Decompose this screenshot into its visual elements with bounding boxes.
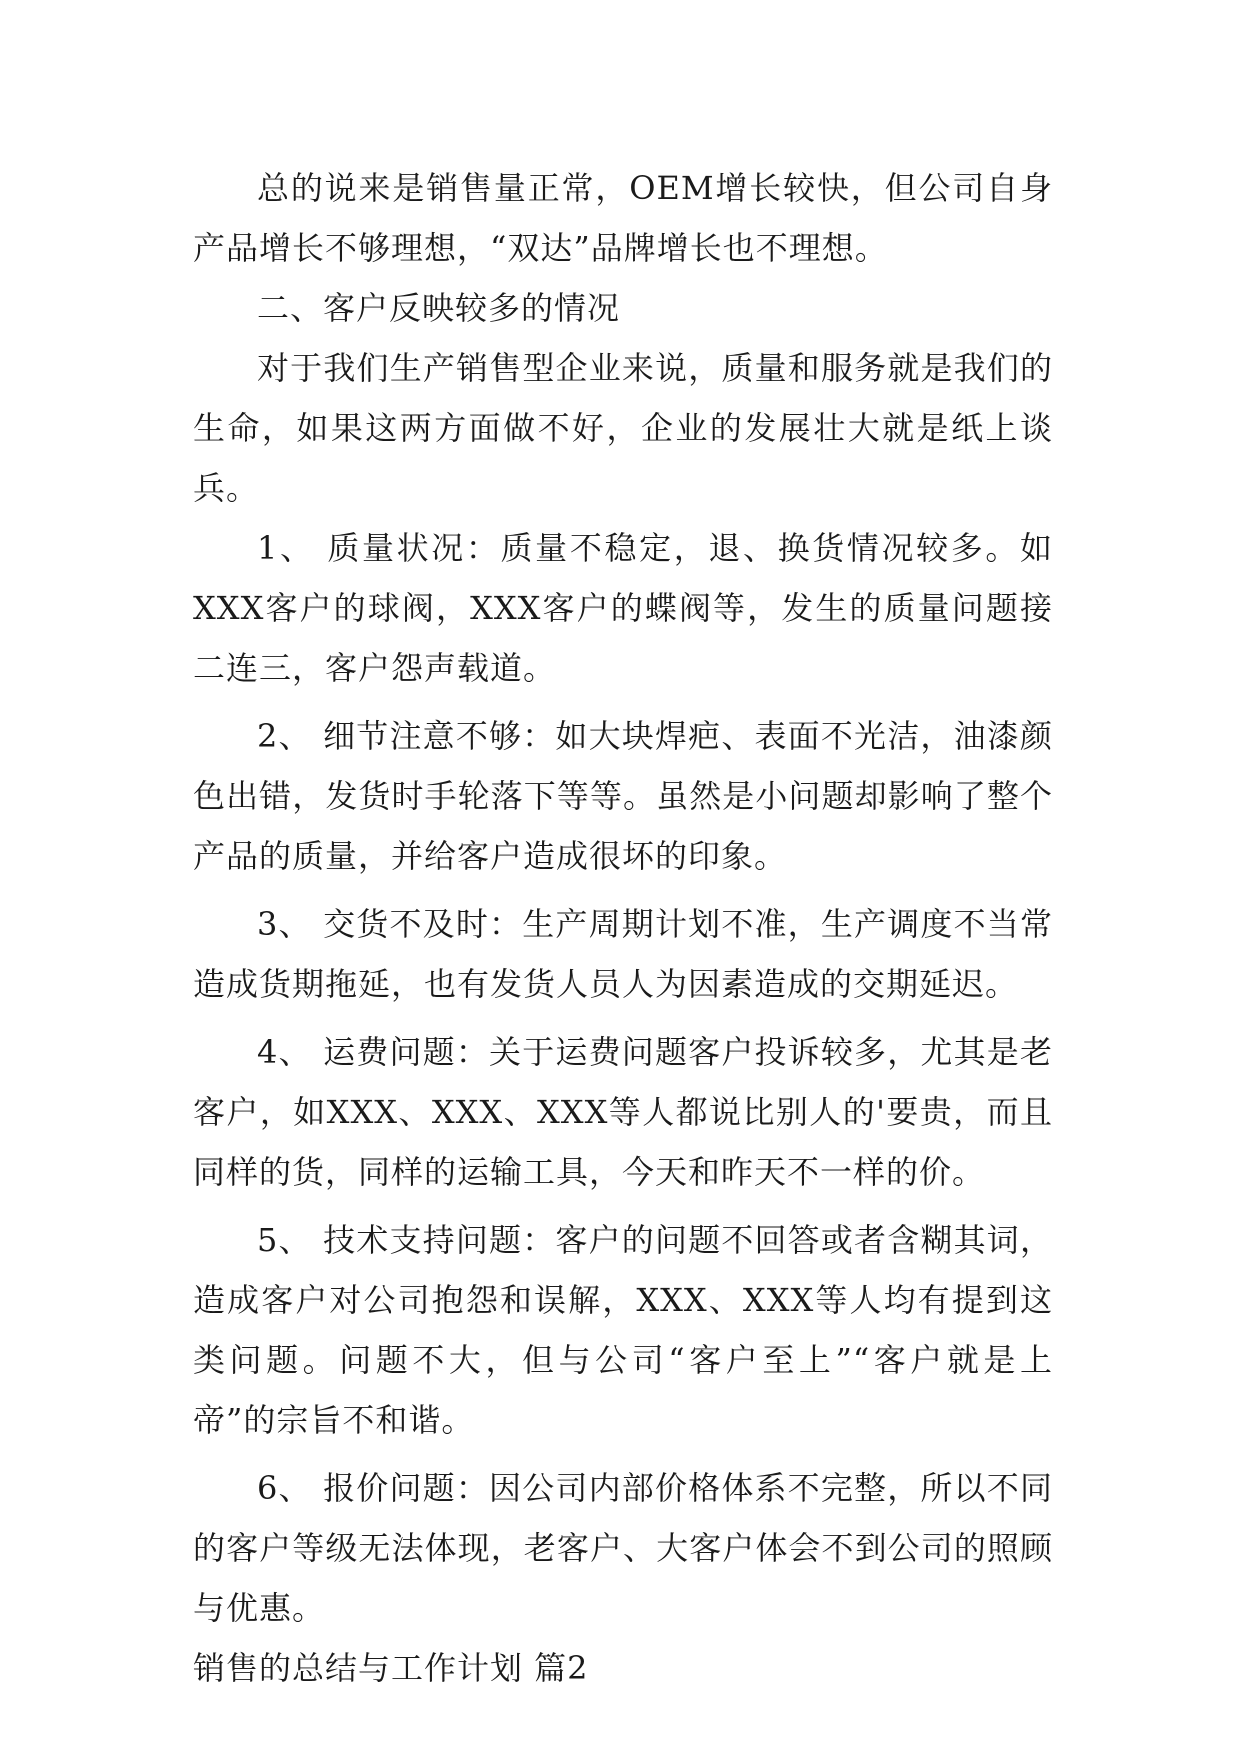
subheading-customer-feedback: 二、客户反映较多的情况 [257,289,621,327]
paragraph-summary: 总的说来是销售量正常，OEM增长较快，但公司自身产品增长不够理想，“双达”品牌增长也不理想。 [193,169,1053,267]
section-heading: 销售的总结与工作计划 篇2 [193,1649,589,1687]
list-item-delivery: 3、 交货不及时：生产周期计划不准，生产调度不当常造成货期拖延，也有发货人员人为因素造成的交期延迟。 [193,905,1053,1003]
document-body [193,158,1053,1698]
list-item-quality-status: 1、 质量状况：质量不稳定，退、换货情况较多。如XXX客户的球阀，XXX客户的蝶阀等，发生的质量问题接二连三，客户怨声载道。 [193,529,1053,687]
list-item-freight: 4、 运费问题：关于运费问题客户投诉较多，尤其是老客户，如XXX、XXX、XXX等人都说比别人的'要贵，而且同样的货，同样的运输工具，今天和昨天不一样的价。 [193,1033,1053,1191]
list-item-quotation: 6、 报价问题：因公司内部价格体系不完整，所以不同的客户等级无法体现，老客户、大客户体会不到公司的照顾与优惠。 [193,1469,1053,1627]
list-item-tech-support: 5、 技术支持问题：客户的问题不回答或者含糊其词，造成客户对公司抱怨和误解，XXX、XXX等人均有提到这类问题。问题不大，但与公司“客户至上”“客户就是上帝”的宗旨不和谐。 [193,1221,1053,1439]
list-item-details: 2、 细节注意不够：如大块焊疤、表面不光洁，油漆颜色出错，发货时手轮落下等等。虽然是小问题却影响了整个产品的质量，并给客户造成很坏的印象。 [193,717,1053,875]
paragraph-quality-service: 对于我们生产销售型企业来说，质量和服务就是我们的生命，如果这两方面做不好，企业的发展壮大就是纸上谈兵。 [193,349,1053,507]
